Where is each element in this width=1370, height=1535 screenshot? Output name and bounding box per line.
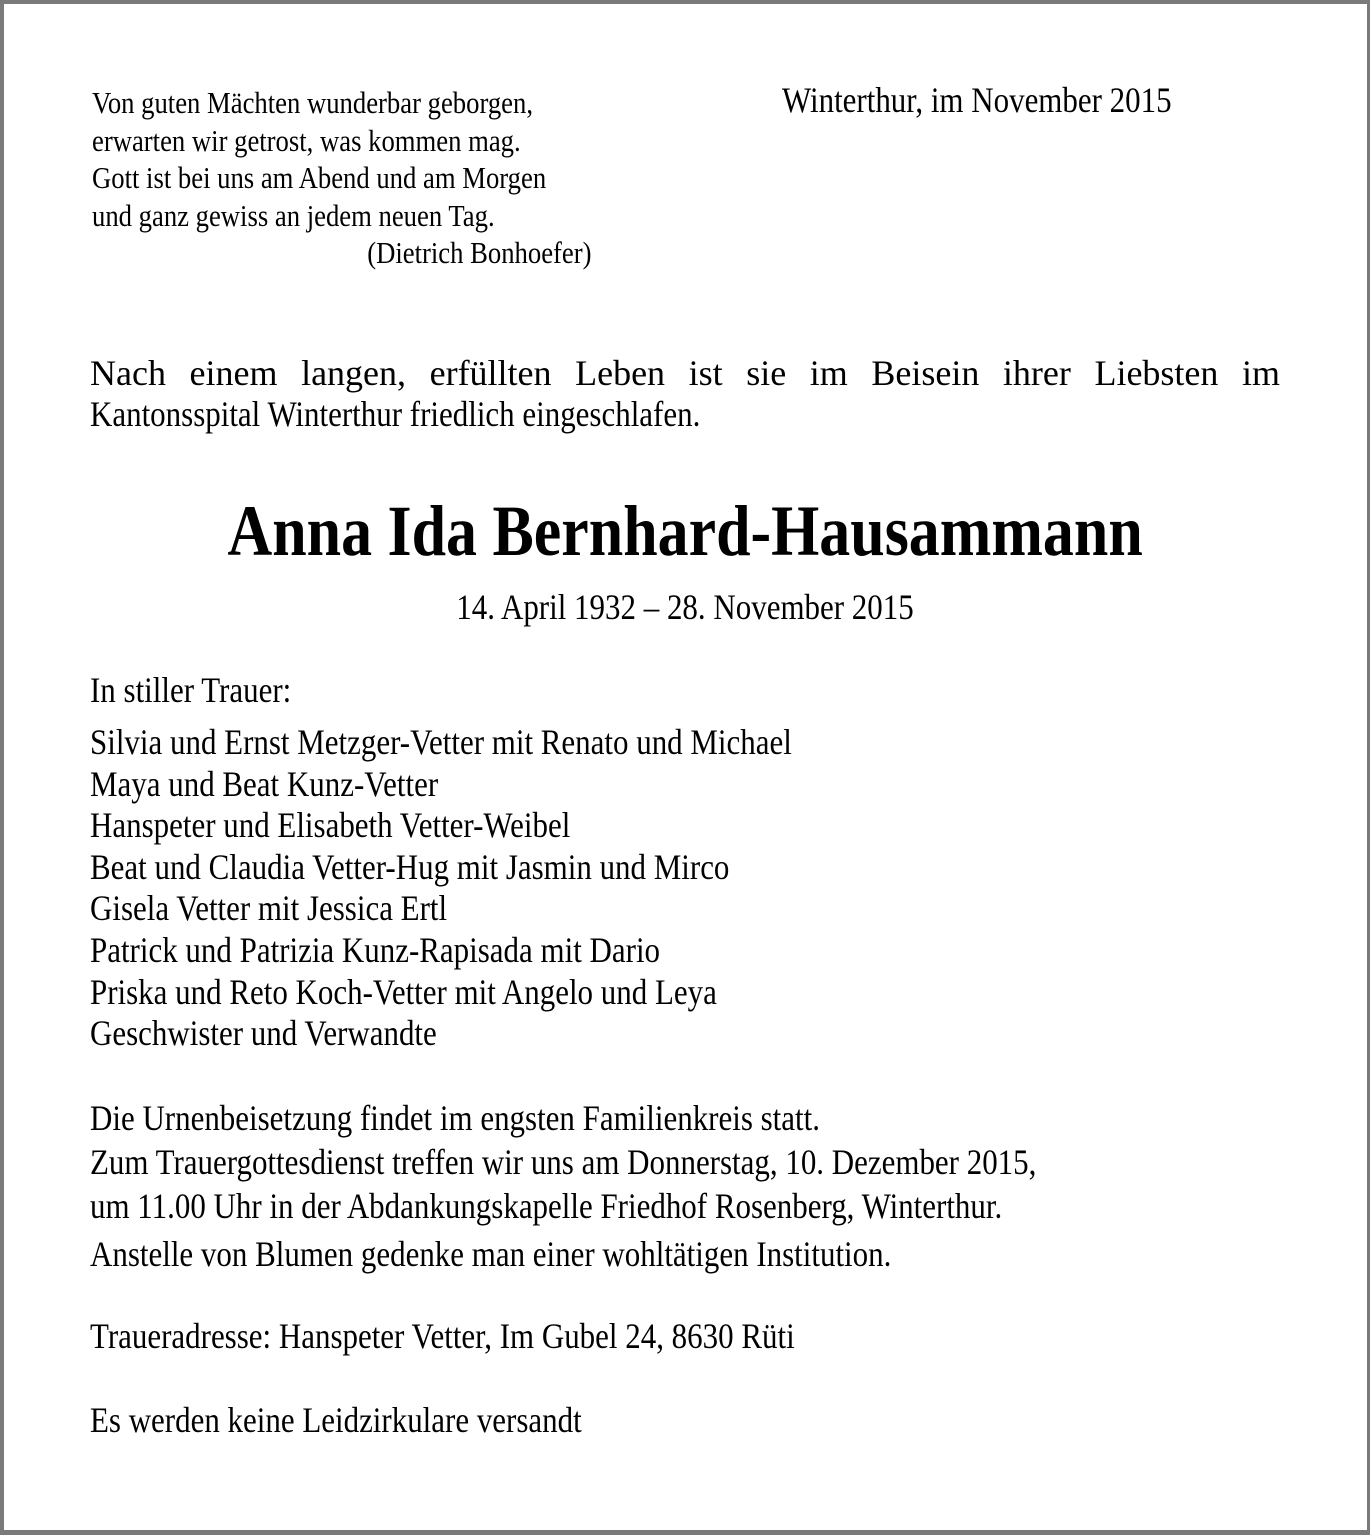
mourners-list [90,722,792,1055]
service-line: Zum Trauergottesdienst treffen wir uns am Donnerstag, 10. Dezember 2015, [90,1142,1037,1182]
mourner-entry: Maya und Beat Kunz-Vetter [90,763,439,804]
service-line: Die Urnenbeisetzung findet im engsten Familienkreis statt. [90,1098,820,1138]
life-dates-text: 14. April 1932 – 28. November 2015 [456,587,914,627]
deceased-name-heading [0,488,1370,574]
quote-line: und ganz gewiss an jedem neuen Tag. [92,197,495,233]
mourner-entry: Patrick und Patrizia Kunz-Rapisada mit Dario [90,929,661,970]
mourner-entry: Silvia und Ernst Metzger-Vetter mit Renato und Michael [90,722,792,762]
mourner-entry: Hanspeter und Elisabeth Vetter-Weibel [90,805,571,846]
flowers-note: Anstelle von Blumen gedenke man einer wohltätigen Institution. [90,1234,892,1274]
service-details [90,1096,1036,1228]
mourner-entry: Priska und Reto Koch-Vetter mit Angelo und Leya [90,971,717,1012]
life-dates [0,585,1370,629]
place-date: Winterthur, im November 2015 [782,80,1172,120]
intro-line-2: Kantonsspital Winterthur friedlich eingeschlafen. [90,394,701,434]
intro-paragraph [90,353,1280,435]
service-line: um 11.00 Uhr in der Abdankungskapelle Friedhof Rosenberg, Winterthur. [90,1186,1003,1226]
circulars-note: Es werden keine Leidzirkulare versandt [90,1400,582,1440]
mourners-label: In stiller Trauer: [90,670,292,710]
quote-line: erwarten wir getrost, was kommen mag. [92,122,521,158]
quote-line: Gott ist bei uns am Abend und am Morgen [92,160,547,195]
quote-author: (Dietrich Bonhoefer) [367,235,592,270]
intro-line-1: Nach einem langen, erfüllten Leben ist sie im Beisein ihrer Liebsten im [90,353,1280,393]
bonhoeffer-quote [92,84,591,272]
mourner-entry: Geschwister und Verwandte [90,1013,437,1054]
deceased-name: Anna Ida Bernhard-Hausammann [227,491,1143,571]
mourning-address: Traueradresse: Hanspeter Vetter, Im Gubel 24, 8630 Rüti [90,1316,795,1356]
mourner-entry: Gisela Vetter mit Jessica Ertl [90,888,448,929]
mourner-entry: Beat und Claudia Vetter-Hug mit Jasmin und Mirco [90,846,730,887]
quote-line: Von guten Mächten wunderbar geborgen, [92,85,534,120]
